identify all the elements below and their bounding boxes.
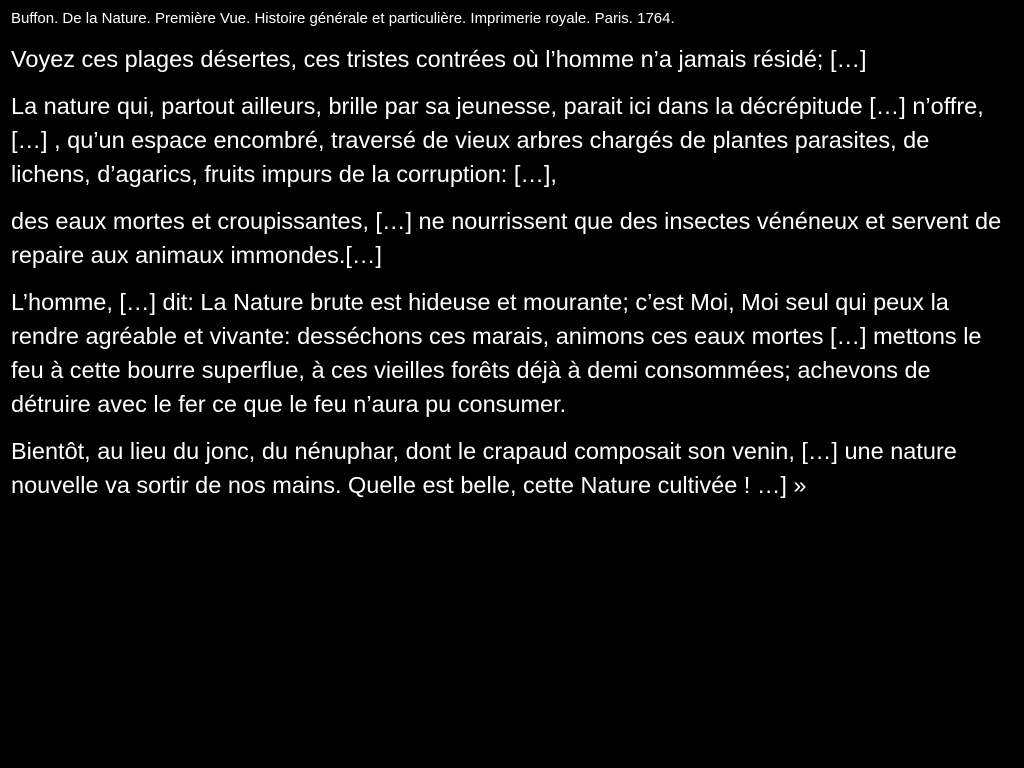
paragraph-5: Bientôt, au lieu du jonc, du nénuphar, dont le crapaud composait son venin, […] une nature nouvelle va sortir de nos mains. Quelle est belle, cette Nature cultivée ! …] » bbox=[11, 438, 957, 498]
paragraph-3: des eaux mortes et croupissantes, […] ne nourrissent que des insectes vénéneux et servent de repaire aux animaux immondes.[…] bbox=[11, 208, 1002, 268]
source-citation: Buffon. De la Nature. Première Vue. Histoire générale et particulière. Imprimerie royale. Paris. 1764. bbox=[11, 10, 675, 27]
paragraph-1: Voyez ces plages désertes, ces tristes contrées où l’homme n’a jamais résidé; […] bbox=[11, 46, 867, 72]
paragraph-2: La nature qui, partout ailleurs, brille par sa jeunesse, parait ici dans la décrépitude […] n’offre, […] , qu’un espace encombré, traversé de vieux arbres chargés de plantes parasites, de lichens, d’agarics, fruits impurs de la corruption: […], bbox=[11, 93, 984, 187]
paragraph-4: L’homme, […] dit: La Nature brute est hideuse et mourante; c’est Moi, Moi seul qui peux la rendre agréable et vivante: desséchons ces marais, animons ces eaux mortes […] mettons le feu à cette bourre superflue, à ces vieilles forêts déjà à demi consommées; achevons de détruire avec le fer ce que le feu n’aura pu consumer. bbox=[11, 289, 982, 417]
